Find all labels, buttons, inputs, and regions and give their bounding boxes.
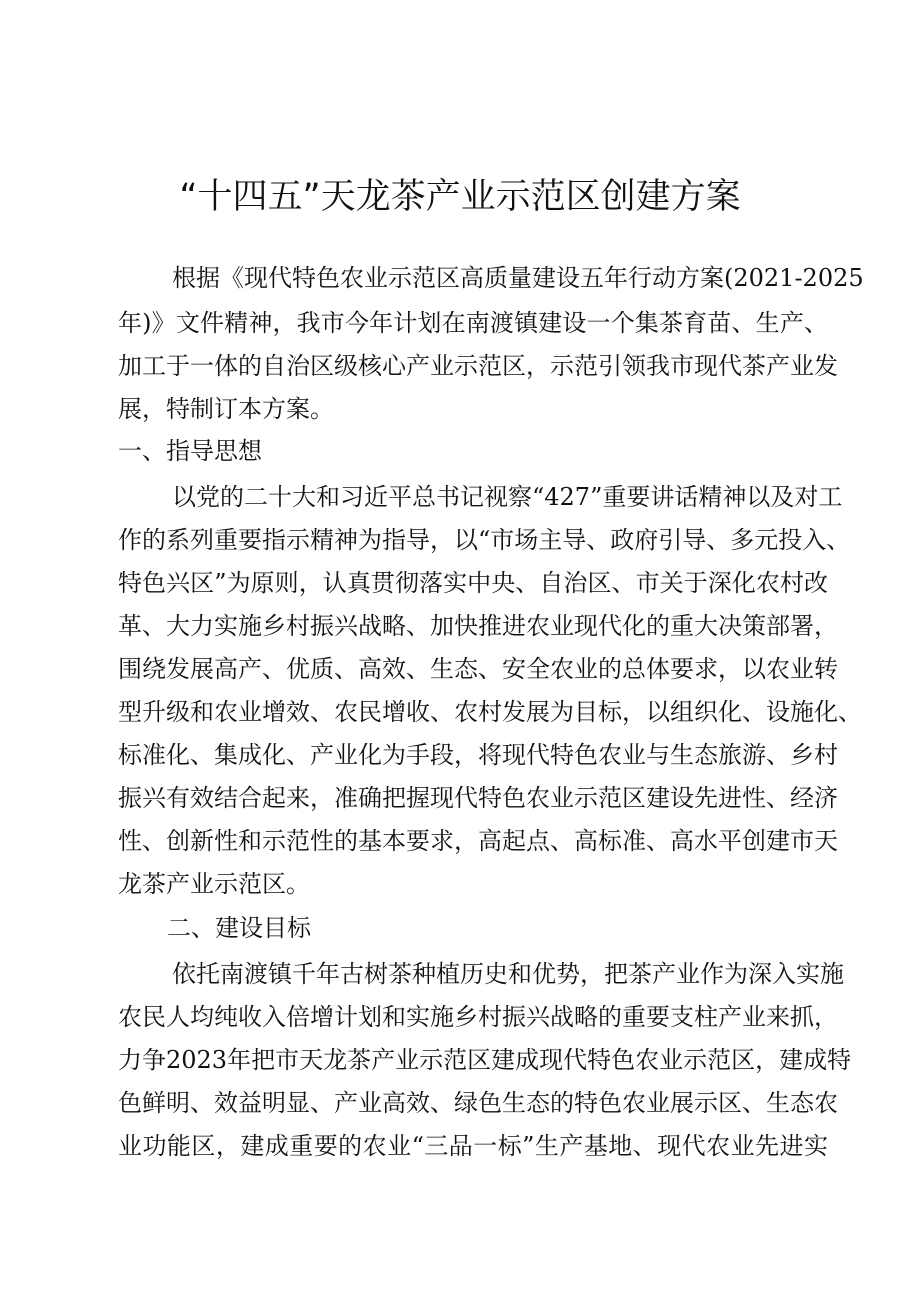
paragraph-line: 力争2023年把市天龙茶产业示范区建成现代特色农业示范区，建成特 — [118, 1046, 852, 1074]
paragraph-line: 根据《现代特色农业示范区高质量建设五年行动方案(2021-2025 — [172, 264, 864, 292]
paragraph-line: 围绕发展高产、优质、高效、生态、安全农业的总体要求，以农业转 — [118, 655, 838, 683]
paragraph-line: 色鲜明、效益明显、产业高效、绿色生态的特色农业展示区、生态农 — [118, 1089, 838, 1117]
paragraph-line: 标准化、集成化、产业化为手段，将现代特色农业与生态旅游、乡村 — [118, 741, 838, 769]
paragraph-line: 年)》文件精神，我市今年计划在南渡镇建设一个集茶育苗、生产、 — [118, 309, 828, 337]
paragraph-line: 型升级和农业增效、农民增收、农村发展为目标，以组织化、设施化、 — [118, 698, 862, 726]
document-title: “十四五”天龙茶产业示范区创建方案 — [179, 177, 741, 217]
paragraph-line: 龙茶产业示范区。 — [118, 870, 310, 898]
paragraph-line: 振兴有效结合起来，准确把握现代特色农业示范区建设先进性、经济 — [118, 784, 838, 812]
paragraph-line: 依托南渡镇千年古树茶种植历史和优势，把茶产业作为深入实施 — [172, 960, 844, 988]
paragraph-line: 业功能区，建成重要的农业“三品一标”生产基地、现代农业先进实 — [118, 1132, 828, 1160]
section-heading-construction-goals: 二、建设目标 — [167, 914, 311, 942]
paragraph-line: 革、大力实施乡村振兴战略、加快推进农业现代化的重大决策部署， — [118, 612, 838, 640]
paragraph-line: 展，特制订本方案。 — [118, 395, 334, 423]
paragraph-line: 加工于一体的自治区级核心产业示范区，示范引领我市现代茶产业发 — [118, 352, 838, 380]
paragraph-line: 性、创新性和示范性的基本要求，高起点、高标准、高水平创建市天 — [118, 827, 838, 855]
section-heading-guiding-ideology: 一、指导思想 — [118, 437, 262, 465]
paragraph-line: 特色兴区”为原则，认真贯彻落实中央、自治区、市关于深化农村改 — [118, 569, 828, 597]
paragraph-line: 农民人均纯收入倍增计划和实施乡村振兴战略的重要支柱产业来抓， — [118, 1003, 838, 1031]
paragraph-line: 作的系列重要指示精神为指导，以“市场主导、政府引导、多元投入、 — [118, 526, 851, 554]
paragraph-line: 以党的二十大和习近平总书记视察“427”重要讲话精神以及对工 — [172, 483, 843, 511]
